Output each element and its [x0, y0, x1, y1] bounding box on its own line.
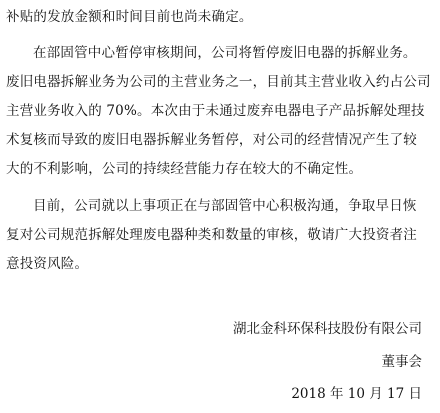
signature-date: 2018 年 10 月 17 日: [291, 386, 422, 402]
signature-board: 董事会: [381, 354, 422, 370]
paragraph-line: 大的不利影响，公司的持续经营能力存在较大的不确定性。: [6, 161, 363, 177]
paragraph-line: 意投资风险。: [6, 256, 89, 272]
paragraph-line: 在部固管中心暂停审核期间，公司将暂停废旧电器的拆解业务。: [33, 45, 417, 61]
paragraph-line: 复对公司规范拆解处理废电器种类和数量的审核，敬请广大投资者注: [6, 227, 417, 243]
signature-company: 湖北金科环保科技股份有限公司: [233, 321, 422, 337]
paragraph-line: 术复核而导致的废旧电器拆解业务暂停，对公司的经营情况产生了较: [6, 132, 417, 148]
paragraph-line: 目前，公司就以上事项正在与部固管中心积极沟通，争取早日恢: [33, 198, 417, 214]
paragraph-line: 主营业务收入的 70%。本次由于未通过废弃电器电子产品拆解处理技: [6, 103, 425, 119]
paragraph-line: 补贴的发放金额和时间目前也尚未确定。: [6, 9, 253, 25]
paragraph-line: 废旧电器拆解业务为公司的主营业务之一，目前其主营业收入约占公司: [6, 74, 431, 90]
